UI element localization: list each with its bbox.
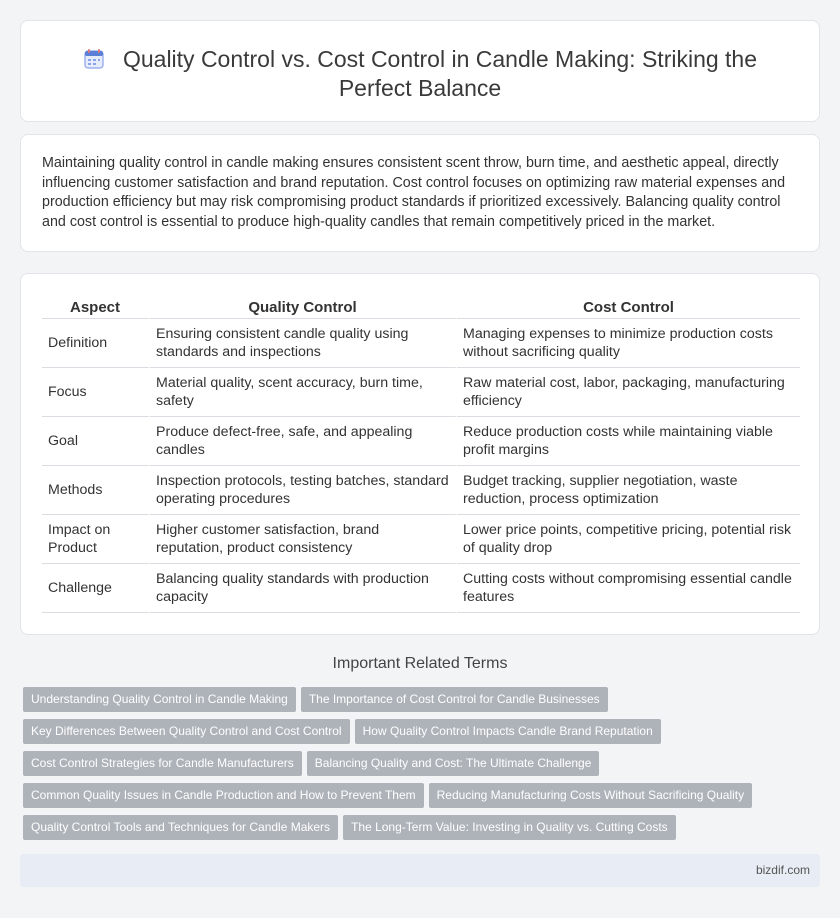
footer: [20, 854, 820, 887]
cell-cost-control: Budget tracking, supplier negotiation, waste reduction, process optimization: [457, 466, 800, 515]
calendar-icon: [83, 48, 105, 70]
table-row: [42, 417, 800, 466]
related-terms-heading: Important Related Terms: [332, 655, 508, 672]
related-term-link[interactable]: The Long-Term Value: Investing in Quality vs. Cutting Costs: [343, 815, 676, 840]
cell-cost-control: Lower price points, competitive pricing, potential risk of quality drop: [457, 515, 800, 564]
footer-site: bizdif.com: [755, 863, 810, 877]
table-row: [42, 319, 800, 368]
cell-aspect: Goal: [42, 417, 150, 466]
intro-card: [20, 134, 820, 252]
cell-quality-control: Inspection protocols, testing batches, standard operating procedures: [150, 466, 457, 515]
tag-row: [23, 783, 823, 815]
header-quality-control: Quality Control: [150, 295, 457, 319]
related-term-link[interactable]: Understanding Quality Control in Candle Making: [23, 687, 296, 712]
cell-cost-control: Managing expenses to minimize production costs without sacrificing quality: [457, 319, 800, 368]
cell-quality-control: Higher customer satisfaction, brand reputation, product consistency: [150, 515, 457, 564]
related-term-link[interactable]: Key Differences Between Quality Control and Cost Control: [23, 719, 350, 744]
page-title: [61, 45, 779, 103]
related-term-link[interactable]: Reducing Manufacturing Costs Without Sacrificing Quality: [429, 783, 752, 808]
intro-paragraph: Maintaining quality control in candle making ensures consistent scent throw, burn time, and aesthetic appeal, directly influencing customer satisfaction and brand reputation. Cost control focuses on optimizing raw material expenses and production efficiency but may risk compromising product standards if prioritized excessively. Balancing quality control and cost control is essential to produce high-quality candles that remain competitively priced in the market.: [42, 155, 786, 230]
cell-cost-control: Reduce production costs while maintaining viable profit margins: [457, 417, 800, 466]
table-header-row: [42, 295, 800, 319]
cell-aspect: Methods: [42, 466, 150, 515]
cell-cost-control: Raw material cost, labor, packaging, manufacturing efficiency: [457, 368, 800, 417]
comparison-table: [42, 295, 800, 613]
cell-quality-control: Balancing quality standards with production capacity: [150, 564, 457, 613]
cell-quality-control: Ensuring consistent candle quality using standards and inspections: [150, 319, 457, 368]
tag-row: [23, 719, 823, 751]
cell-quality-control: Material quality, scent accuracy, burn time, safety: [150, 368, 457, 417]
cell-cost-control: Cutting costs without compromising essential candle features: [457, 564, 800, 613]
comparison-card: [20, 273, 820, 635]
table-row: [42, 466, 800, 515]
table-row: [42, 515, 800, 564]
related-term-link[interactable]: Quality Control Tools and Techniques for Candle Makers: [23, 815, 338, 840]
cell-aspect: Definition: [42, 319, 150, 368]
tag-row: [23, 815, 823, 847]
tag-row: [23, 751, 823, 783]
table-row: [42, 368, 800, 417]
related-term-link[interactable]: The Importance of Cost Control for Candle Businesses: [301, 687, 608, 712]
cell-aspect: Impact on Product: [42, 515, 150, 564]
header-aspect: Aspect: [42, 295, 150, 319]
related-term-link[interactable]: Cost Control Strategies for Candle Manufacturers: [23, 751, 302, 776]
cell-aspect: Challenge: [42, 564, 150, 613]
title-card: [20, 20, 820, 122]
page-title-text: Quality Control vs. Cost Control in Candle Making: Striking the Perfect Balance: [122, 46, 758, 101]
cell-quality-control: Produce defect-free, safe, and appealing candles: [150, 417, 457, 466]
related-terms-list: [23, 687, 823, 847]
tag-row: [23, 687, 823, 719]
header-cost-control: Cost Control: [457, 295, 800, 319]
related-term-link[interactable]: How Quality Control Impacts Candle Brand Reputation: [355, 719, 661, 744]
related-term-link[interactable]: Balancing Quality and Cost: The Ultimate Challenge: [307, 751, 600, 776]
cell-aspect: Focus: [42, 368, 150, 417]
table-row: [42, 564, 800, 613]
related-term-link[interactable]: Common Quality Issues in Candle Production and How to Prevent Them: [23, 783, 424, 808]
